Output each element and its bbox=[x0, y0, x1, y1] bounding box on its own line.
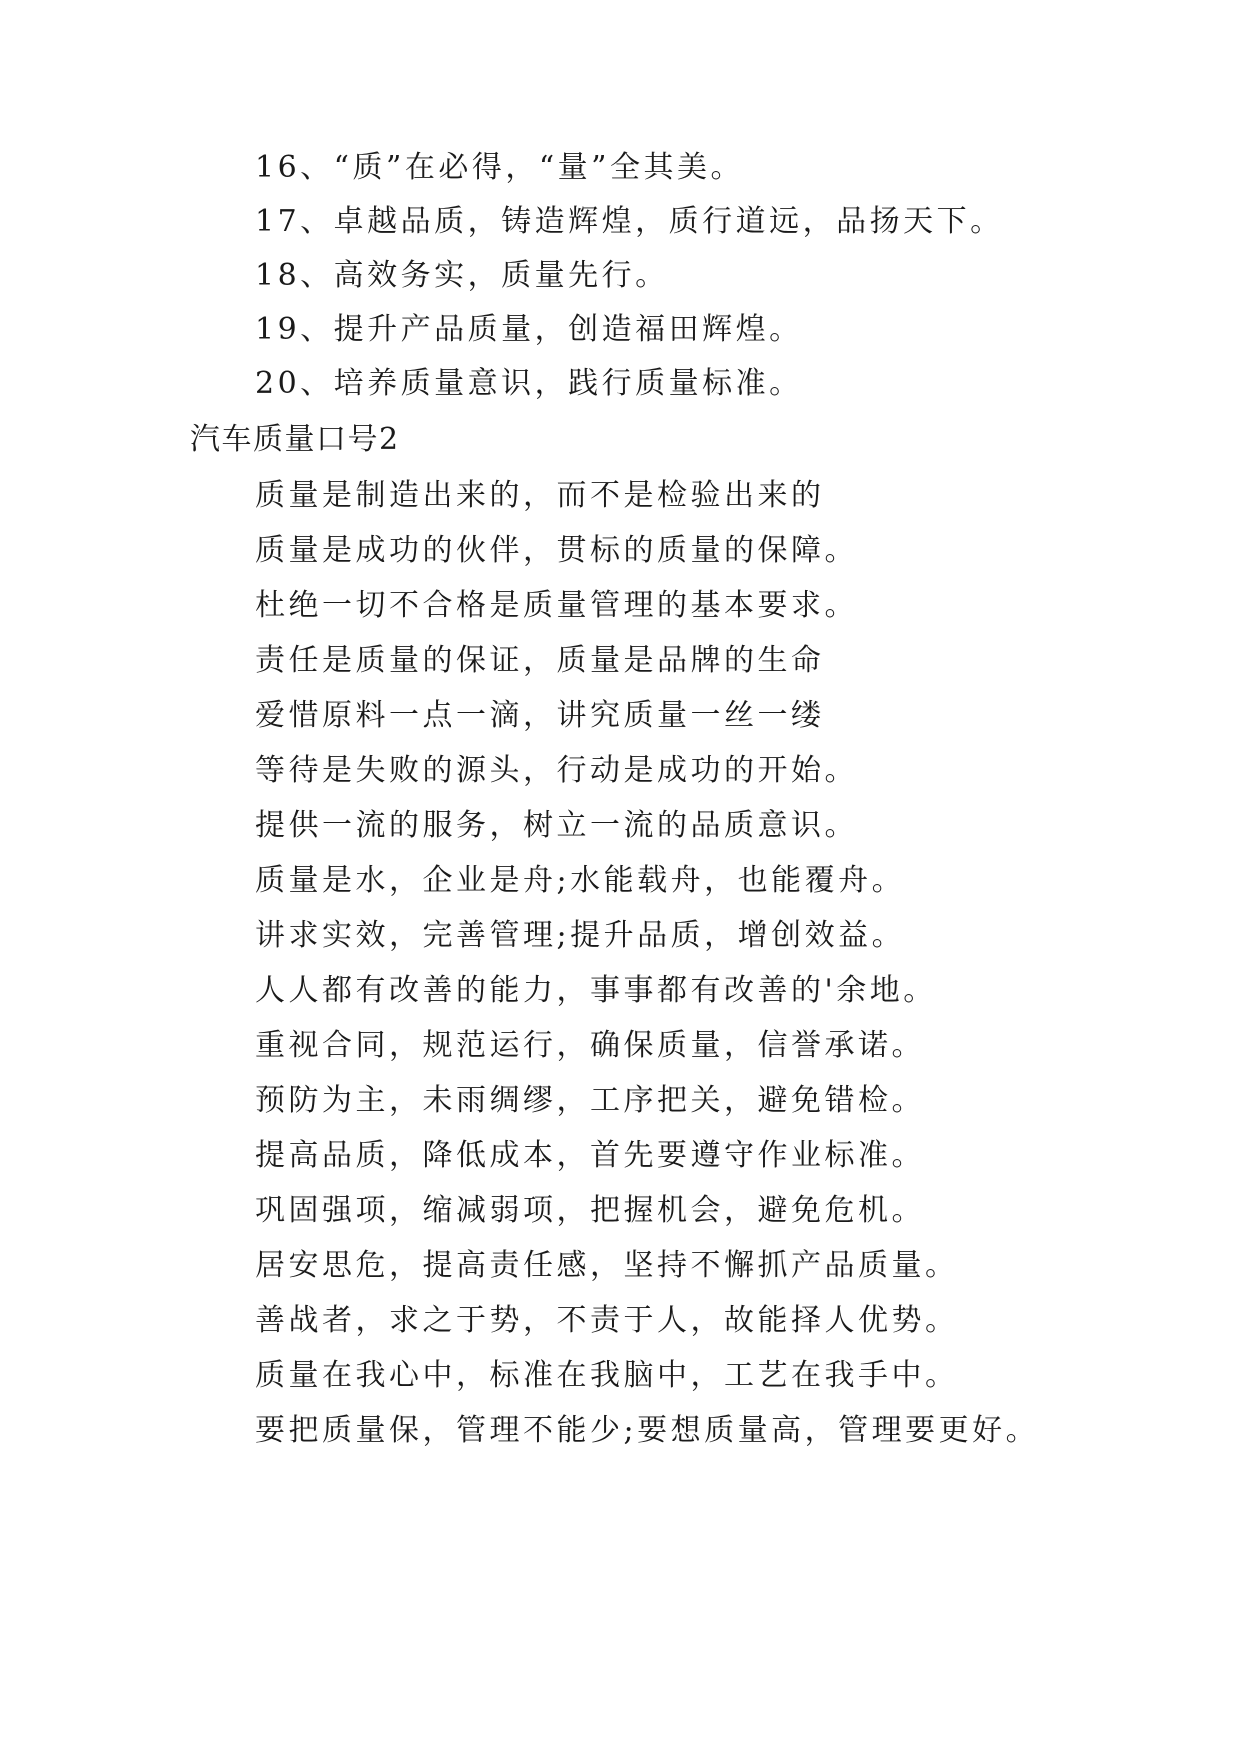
slogan-line: 质量在我心中，标准在我脑中，工艺在我手中。 bbox=[255, 1358, 959, 1393]
numbered-item: 20、培养质量意识，践行质量标准。 bbox=[255, 366, 803, 401]
slogan-line: 质量是成功的伙伴，贯标的质量的保障。 bbox=[255, 533, 858, 568]
numbered-item: 16、“质”在必得，“量”全其美。 bbox=[255, 150, 745, 185]
slogan-line: 巩固强项，缩减弱项，把握机会，避免危机。 bbox=[255, 1193, 925, 1228]
numbered-item: 18、高效务实，质量先行。 bbox=[255, 258, 669, 293]
slogan-line: 重视合同，规范运行，确保质量，信誉承诺。 bbox=[255, 1028, 925, 1063]
slogan-line: 爱惜原料一点一滴，讲究质量一丝一缕 bbox=[255, 698, 825, 733]
slogan-line: 预防为主，未雨绸缪，工序把关，避免错检。 bbox=[255, 1083, 925, 1118]
section-heading: 汽车质量口号2 bbox=[190, 422, 400, 457]
slogan-line: 杜绝一切不合格是质量管理的基本要求。 bbox=[255, 588, 858, 623]
slogan-line: 责任是质量的保证，质量是品牌的生命 bbox=[255, 643, 825, 678]
numbered-item: 19、提升产品质量，创造福田辉煌。 bbox=[255, 312, 803, 347]
slogan-line: 人人都有改善的能力，事事都有改善的'余地。 bbox=[255, 973, 937, 1008]
slogan-line: 提高品质，降低成本，首先要遵守作业标准。 bbox=[255, 1138, 925, 1173]
slogan-line: 提供一流的服务，树立一流的品质意识。 bbox=[255, 808, 858, 843]
numbered-item: 17、卓越品质，铸造辉煌，质行道远，品扬天下。 bbox=[255, 204, 1004, 239]
slogan-line: 善战者，求之于势，不责于人，故能择人优势。 bbox=[255, 1303, 959, 1338]
slogan-line: 居安思危，提高责任感，坚持不懈抓产品质量。 bbox=[255, 1248, 959, 1283]
slogan-line: 质量是水，企业是舟;水能载舟，也能覆舟。 bbox=[255, 863, 906, 898]
slogan-line: 讲求实效，完善管理;提升品质，增创效益。 bbox=[255, 918, 906, 953]
slogan-line: 等待是失败的源头，行动是成功的开始。 bbox=[255, 753, 858, 788]
slogan-line: 质量是制造出来的，而不是检验出来的 bbox=[255, 478, 825, 513]
slogan-line: 要把质量保，管理不能少;要想质量高，管理要更好。 bbox=[255, 1413, 1040, 1448]
